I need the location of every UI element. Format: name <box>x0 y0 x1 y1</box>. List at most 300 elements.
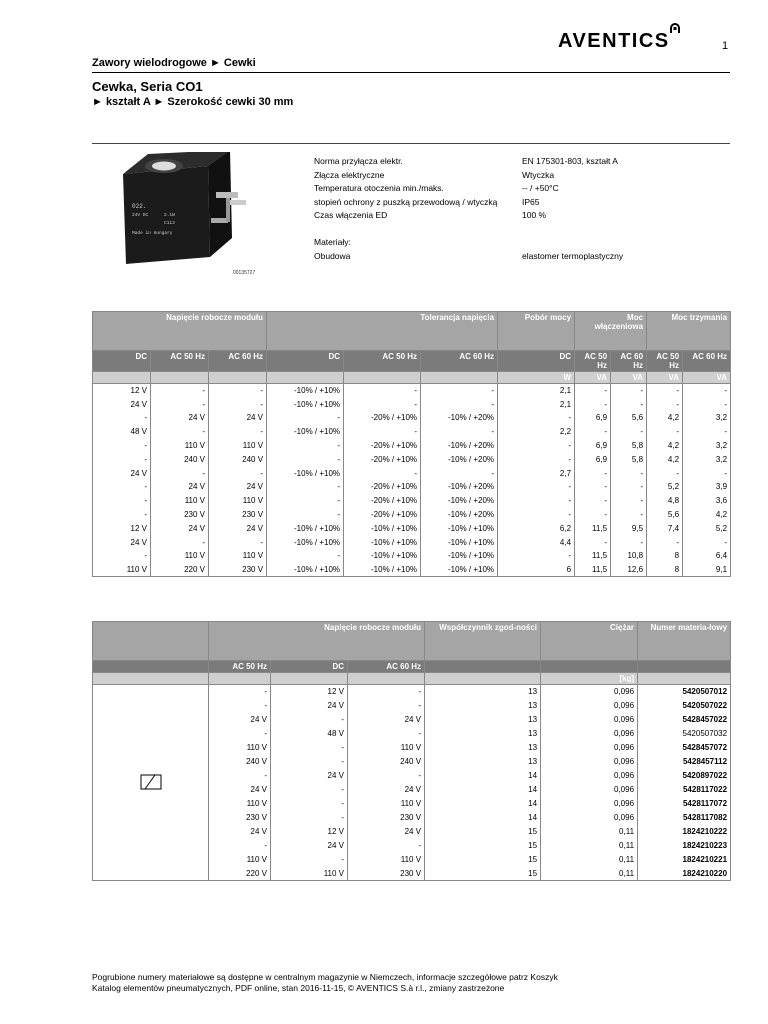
table-cell: 15 <box>425 825 541 839</box>
spec-value: Wtyczka <box>522 169 555 180</box>
table-cell: -10% / +10% <box>344 563 421 577</box>
table-row <box>93 411 731 425</box>
table-cell: 0,11 <box>541 867 638 881</box>
table-cell: - <box>498 411 575 425</box>
part-number: 1824210223 <box>638 839 731 853</box>
table-cell: 4,8 <box>647 494 683 508</box>
table-cell: 5,8 <box>611 452 647 466</box>
group-inrush: Moc włączeniowa <box>575 312 647 351</box>
table-cell: 0,096 <box>541 811 638 825</box>
table-cell: 9,5 <box>611 521 647 535</box>
spec-key: stopień ochrony z puszką przewodową / wtyczką <box>314 196 498 207</box>
table-cell: 110 V <box>348 741 425 755</box>
table-cell: 24 V <box>93 397 151 411</box>
part-number: 5420507032 <box>638 727 731 741</box>
table-row <box>93 384 731 398</box>
image-code: 00135727 <box>233 270 256 276</box>
col-ac60: AC 60 Hz <box>348 661 425 673</box>
table-cell: 14 <box>425 783 541 797</box>
part-number: 5420507012 <box>638 685 731 699</box>
table-cell: 13 <box>425 755 541 769</box>
table-cell: - <box>151 535 209 549</box>
table-cell: - <box>683 397 731 411</box>
aventics-logo: AVENTICS <box>558 30 670 52</box>
column-header: AC 50 Hz <box>575 351 611 372</box>
table-cell: 6,9 <box>575 452 611 466</box>
column-header: AC 60 Hz <box>209 351 267 372</box>
table-cell: -10% / +10% <box>421 521 498 535</box>
table-cell: 10,8 <box>611 549 647 563</box>
spec-value <box>522 236 742 250</box>
table-row <box>93 685 731 699</box>
table-cell: -10% / +20% <box>421 439 498 453</box>
table-cell: 110 V <box>348 797 425 811</box>
table-cell: 5,2 <box>683 521 731 535</box>
table-cell: 24 V <box>209 411 267 425</box>
column-header: AC 50 Hz <box>647 351 683 372</box>
column-header: AC 60 Hz <box>611 351 647 372</box>
unit-cell: VA <box>575 372 611 384</box>
table-cell: - <box>271 755 348 769</box>
table-cell: - <box>421 397 498 411</box>
table-cell: 48 V <box>271 727 348 741</box>
table-cell: - <box>498 480 575 494</box>
table-cell: 0,096 <box>541 741 638 755</box>
table-cell: - <box>348 699 425 713</box>
table-cell: -20% / +10% <box>344 494 421 508</box>
column-header-row <box>93 351 731 372</box>
table-cell: 13 <box>425 727 541 741</box>
group-voltage: Napięcie robocze modułu <box>93 312 267 351</box>
spec-row <box>314 182 742 196</box>
unit-cell <box>267 372 344 384</box>
spec-row <box>314 250 742 264</box>
spec-row <box>314 236 742 250</box>
part-number: 5428457022 <box>638 713 731 727</box>
column-header: AC 50 Hz <box>344 351 421 372</box>
table-cell: 13 <box>425 685 541 699</box>
table-cell: 0,096 <box>541 685 638 699</box>
table-cell: -20% / +10% <box>344 508 421 522</box>
spec-key: Materiały: <box>314 237 351 247</box>
table-cell: -10% / +10% <box>267 384 344 398</box>
table-cell: - <box>344 466 421 480</box>
table-cell: 230 V <box>348 811 425 825</box>
table-cell: - <box>344 397 421 411</box>
spec-value <box>522 223 742 237</box>
part-number: 1824210221 <box>638 853 731 867</box>
table-cell: 24 V <box>271 839 348 853</box>
table-cell: 7,4 <box>647 521 683 535</box>
unit-cell: VA <box>647 372 683 384</box>
spec-row <box>314 209 742 223</box>
table-cell: - <box>271 741 348 755</box>
table-cell: - <box>209 397 267 411</box>
table-cell: 12,6 <box>611 563 647 577</box>
table-cell: 2,7 <box>498 466 575 480</box>
table-cell: - <box>421 425 498 439</box>
table-cell: 24 V <box>209 521 267 535</box>
unit-cell <box>209 372 267 384</box>
table-cell: - <box>93 508 151 522</box>
table-cell: 240 V <box>348 755 425 769</box>
table-cell: - <box>683 425 731 439</box>
table-cell: - <box>271 713 348 727</box>
table-cell: - <box>271 797 348 811</box>
unit-cell: VA <box>683 372 731 384</box>
part-number: 5428117082 <box>638 811 731 825</box>
table-cell: -10% / +10% <box>267 563 344 577</box>
table-cell: - <box>611 425 647 439</box>
coil-symbol-icon <box>140 774 162 790</box>
table-cell: - <box>611 384 647 398</box>
table-row <box>93 397 731 411</box>
part-number: 1824210222 <box>638 825 731 839</box>
ordering-table <box>92 621 731 881</box>
table-cell: - <box>151 397 209 411</box>
table-row <box>93 494 731 508</box>
table-cell: - <box>575 535 611 549</box>
group-part-number: Numer materia-łowy <box>638 622 731 661</box>
table-cell: 0,11 <box>541 839 638 853</box>
table-cell: 3,2 <box>683 411 731 425</box>
table-cell: -10% / +20% <box>421 494 498 508</box>
unit-cell: W <box>498 372 575 384</box>
part-number: 5428117072 <box>638 797 731 811</box>
table-cell: 24 V <box>151 411 209 425</box>
spec-row <box>314 169 742 183</box>
table-cell: - <box>209 699 271 713</box>
table-cell: 6,4 <box>683 549 731 563</box>
spec-row <box>314 223 742 237</box>
page-subtitle: ► kształt A ► Szerokość cewki 30 mm <box>92 96 294 108</box>
table-row <box>93 508 731 522</box>
part-number: 5428117022 <box>638 783 731 797</box>
column-header: AC 60 Hz <box>421 351 498 372</box>
unit-cell <box>344 372 421 384</box>
table-row <box>93 425 731 439</box>
table-cell: 24 V <box>348 825 425 839</box>
table-cell: 24 V <box>93 466 151 480</box>
spec-value: -- / +50°C <box>522 183 559 193</box>
table-row <box>93 549 731 563</box>
table-cell: - <box>209 769 271 783</box>
table-cell: 24 V <box>271 699 348 713</box>
table-cell: -10% / +20% <box>421 452 498 466</box>
part-number: 5428457072 <box>638 741 731 755</box>
table-cell: 48 V <box>93 425 151 439</box>
unit-cell <box>348 673 425 685</box>
group-tolerance: Tolerancja napięcia <box>267 312 498 351</box>
part-number: 5420507022 <box>638 699 731 713</box>
table-cell: 12 V <box>271 685 348 699</box>
table-cell: - <box>271 853 348 867</box>
table-cell: - <box>93 439 151 453</box>
spec-key: Czas włączenia ED <box>314 210 388 220</box>
spec-value: 100 % <box>522 210 547 220</box>
table-cell: 240 V <box>151 452 209 466</box>
coil-marking-code: C113 <box>164 221 175 226</box>
col-blank <box>93 661 209 673</box>
table-cell: 5,2 <box>647 480 683 494</box>
table-cell: - <box>267 452 344 466</box>
table-cell: 3,2 <box>683 452 731 466</box>
table-cell: -10% / +20% <box>421 480 498 494</box>
table-cell: 0,096 <box>541 783 638 797</box>
table-cell: 3,9 <box>683 480 731 494</box>
table-cell: 240 V <box>209 755 271 769</box>
table-cell: -10% / +10% <box>267 466 344 480</box>
part-number: 5420897022 <box>638 769 731 783</box>
unit-cell <box>93 372 151 384</box>
table-cell: 230 V <box>348 867 425 881</box>
table-cell: - <box>209 535 267 549</box>
group-weight: Ciężar <box>541 622 638 661</box>
table-cell: 110 V <box>348 853 425 867</box>
table-cell: - <box>267 549 344 563</box>
table-cell: - <box>93 480 151 494</box>
col-blank <box>638 661 731 673</box>
footer <box>92 972 558 994</box>
table-cell: 110 V <box>209 853 271 867</box>
table-cell: 8 <box>647 549 683 563</box>
table-cell: - <box>575 494 611 508</box>
table-cell: 3,2 <box>683 439 731 453</box>
table-cell: 0,11 <box>541 853 638 867</box>
table-cell: -20% / +10% <box>344 452 421 466</box>
column-header: AC 50 Hz <box>151 351 209 372</box>
footer-note: Pogrubione numery materiałowe są dostępne w centralnym magazynie w Niemczech, informacje szczegółowe patrz Koszyk <box>92 972 558 982</box>
table-cell: 14 <box>425 769 541 783</box>
table-cell: 5,6 <box>647 508 683 522</box>
column-header: DC <box>267 351 344 372</box>
table-cell: 110 V <box>209 549 267 563</box>
table-cell: - <box>348 839 425 853</box>
table-row <box>93 452 731 466</box>
table-cell: -10% / +10% <box>344 521 421 535</box>
table-cell: 0,096 <box>541 769 638 783</box>
spec-list <box>314 155 742 263</box>
coil-marking-voltage: 24V DC <box>132 213 149 218</box>
unit-cell <box>93 673 209 685</box>
table-cell: 110 V <box>209 494 267 508</box>
table-cell: - <box>267 508 344 522</box>
table-cell: 14 <box>425 811 541 825</box>
coil-marking-power: 2.1W <box>164 213 175 218</box>
table-cell: 24 V <box>209 713 271 727</box>
table-cell: -10% / +20% <box>421 411 498 425</box>
coil-product-image <box>118 152 258 267</box>
table-cell: - <box>348 727 425 741</box>
table-cell: - <box>498 494 575 508</box>
table-cell: -20% / +10% <box>344 439 421 453</box>
page-title: Cewka, Seria CO1 <box>92 79 203 94</box>
table-cell: - <box>344 384 421 398</box>
table-cell: 5,8 <box>611 439 647 453</box>
table-cell: 0,096 <box>541 727 638 741</box>
table-cell: -10% / +10% <box>267 397 344 411</box>
table-cell: -10% / +10% <box>421 563 498 577</box>
table-cell: -10% / +20% <box>421 508 498 522</box>
part-number: 1824210220 <box>638 867 731 881</box>
table-cell: - <box>344 425 421 439</box>
table-cell: 15 <box>425 853 541 867</box>
table-cell: - <box>611 397 647 411</box>
table-cell: 12 V <box>93 384 151 398</box>
breadcrumb: Zawory wielodrogowe ► Cewki <box>92 57 256 69</box>
spec-value: elastomer termoplastyczny <box>522 250 624 261</box>
table-cell: 4,2 <box>683 508 731 522</box>
column-header-row <box>93 661 731 673</box>
table-cell: - <box>575 384 611 398</box>
table-cell: - <box>647 425 683 439</box>
table-cell: 110 V <box>151 439 209 453</box>
section-divider <box>92 143 730 144</box>
table-cell: - <box>271 811 348 825</box>
table-cell: 24 V <box>151 480 209 494</box>
unit-cell <box>425 673 541 685</box>
table-cell: - <box>647 535 683 549</box>
table-cell: 24 V <box>209 825 271 839</box>
table-cell: - <box>421 384 498 398</box>
table-cell: 230 V <box>209 508 267 522</box>
table-cell: - <box>267 480 344 494</box>
table-cell: 230 V <box>151 508 209 522</box>
table-cell: - <box>209 466 267 480</box>
column-header: DC <box>498 351 575 372</box>
table-cell: - <box>611 494 647 508</box>
unit-weight: [kg] <box>541 673 638 685</box>
spec-key: Obudowa <box>314 250 351 261</box>
header-divider <box>92 72 730 73</box>
unit-cell <box>271 673 348 685</box>
table-cell: - <box>93 549 151 563</box>
unit-cell <box>151 372 209 384</box>
col-blank <box>541 661 638 673</box>
table-cell: 0,096 <box>541 699 638 713</box>
table-cell: - <box>151 384 209 398</box>
group-factor: Współczynnik zgod-ności <box>425 622 541 661</box>
table-cell: 13 <box>425 713 541 727</box>
table-cell: 15 <box>425 839 541 853</box>
coil-symbol-cell <box>93 685 209 881</box>
table-cell: 11,5 <box>575 549 611 563</box>
table-cell: 110 V <box>209 797 271 811</box>
table-cell: - <box>267 494 344 508</box>
table-row <box>93 439 731 453</box>
table-cell: - <box>348 769 425 783</box>
spec-row <box>314 155 742 169</box>
table-cell: 24 V <box>151 521 209 535</box>
table-cell: - <box>498 508 575 522</box>
table-cell: 110 V <box>93 563 151 577</box>
aventics-logo-mark-icon <box>669 20 681 34</box>
table-cell: 4,2 <box>647 411 683 425</box>
table-cell: - <box>575 480 611 494</box>
table-cell: - <box>683 466 731 480</box>
table-cell: - <box>611 508 647 522</box>
table-cell: - <box>683 384 731 398</box>
table-cell: 110 V <box>271 867 348 881</box>
table-cell: 24 V <box>348 713 425 727</box>
table-cell: -10% / +10% <box>344 535 421 549</box>
table-cell: 9,1 <box>683 563 731 577</box>
table-row <box>93 466 731 480</box>
table-cell: 14 <box>425 797 541 811</box>
table-cell: 220 V <box>151 563 209 577</box>
electrical-data-table <box>92 311 731 577</box>
table-cell: - <box>498 439 575 453</box>
table-cell: - <box>267 411 344 425</box>
table-cell: 4,4 <box>498 535 575 549</box>
table-cell: - <box>498 549 575 563</box>
coil-marking-origin: Made in Hungary <box>132 231 173 236</box>
table-cell: 220 V <box>209 867 271 881</box>
table-cell: 2,2 <box>498 425 575 439</box>
unit-cell <box>638 673 731 685</box>
table-cell: - <box>647 384 683 398</box>
col-blank <box>425 661 541 673</box>
spec-value: IP65 <box>522 196 540 207</box>
table-cell: 24 V <box>209 783 271 797</box>
table-cell: - <box>647 397 683 411</box>
table-cell: - <box>683 535 731 549</box>
table-cell: 24 V <box>93 535 151 549</box>
table-cell: - <box>93 452 151 466</box>
table-cell: - <box>348 685 425 699</box>
table-cell: 110 V <box>151 494 209 508</box>
group-power: Pobór mocy <box>498 312 575 351</box>
table-cell: 3,6 <box>683 494 731 508</box>
col-ac50: AC 50 Hz <box>209 661 271 673</box>
table-cell: - <box>611 535 647 549</box>
table-cell: 230 V <box>209 811 271 825</box>
table-cell: - <box>611 466 647 480</box>
table-cell: 13 <box>425 699 541 713</box>
unit-cell <box>421 372 498 384</box>
table-row <box>93 535 731 549</box>
table-cell: - <box>271 783 348 797</box>
table-cell: 0,096 <box>541 797 638 811</box>
table-cell: - <box>647 466 683 480</box>
table-cell: 110 V <box>151 549 209 563</box>
table-cell: - <box>498 452 575 466</box>
table-cell: 230 V <box>209 563 267 577</box>
table-cell: 6,9 <box>575 439 611 453</box>
table-cell: - <box>209 685 271 699</box>
group-voltage: Napięcie robocze modułu <box>209 622 425 661</box>
table-cell: - <box>575 425 611 439</box>
table-cell: 6,2 <box>498 521 575 535</box>
table-cell: 8 <box>647 563 683 577</box>
table-cell: 15 <box>425 867 541 881</box>
table-cell: 0,096 <box>541 713 638 727</box>
table-cell: 110 V <box>209 741 271 755</box>
spec-key: Norma przyłącza elektr. <box>314 156 403 166</box>
group-holding: Moc trzymania <box>647 312 731 351</box>
table-cell: - <box>209 727 271 741</box>
table-cell: - <box>151 425 209 439</box>
spec-row <box>314 196 742 210</box>
table-cell: - <box>93 494 151 508</box>
table-cell: 12 V <box>93 521 151 535</box>
table-cell: -10% / +10% <box>267 535 344 549</box>
table-cell: -10% / +10% <box>421 549 498 563</box>
table-cell: -10% / +10% <box>421 535 498 549</box>
table-cell: 6 <box>498 563 575 577</box>
table-cell: 4,2 <box>647 452 683 466</box>
table-cell: -10% / +10% <box>267 425 344 439</box>
